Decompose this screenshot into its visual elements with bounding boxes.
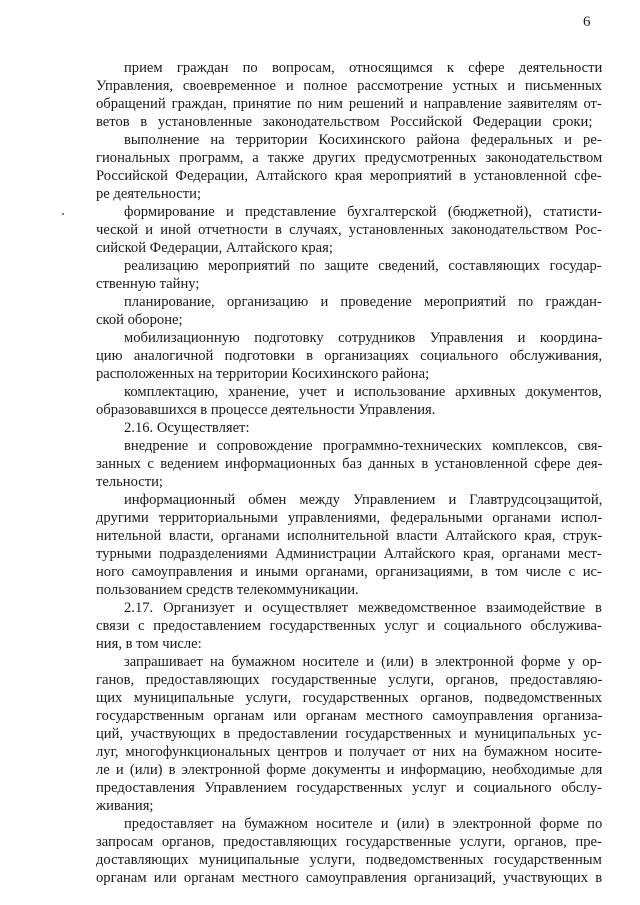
text-line: предоставления Управлением государственных услуг и социального обслу-	[96, 780, 602, 796]
text-line: цию аналогичной подготовки в организациях социального обслуживания,	[96, 348, 603, 364]
text-line: Управления, своевременное и полное рассмотрение устных и письменных	[96, 78, 603, 94]
text-line: расположенных на территории Косихинского района;	[96, 366, 430, 382]
text-line: сийской Федерации, Алтайского края;	[96, 240, 333, 256]
text-line: государственным органам или органам местного самоуправления организа-	[96, 708, 603, 724]
text-line: ния, в том числе:	[96, 636, 202, 652]
text-line: пользованием средств телекоммуникации.	[96, 582, 359, 598]
scan-speck	[62, 213, 64, 215]
text-line: планирование, организацию и проведение мероприятий по граждан-	[124, 294, 602, 310]
text-line: гиональных программ, а также других предусмотренных законодательством	[96, 150, 603, 166]
text-line: запросам органов, предоставляющих государственные услуги, органов, пре-	[96, 834, 602, 850]
text-line: ного самоуправления и иными органами, организациями, в том числе с ис-	[96, 564, 602, 580]
text-line: связи с предоставлением государственных услуг и социального обслужива-	[96, 618, 602, 634]
page-number: 6	[583, 14, 591, 30]
text-line: ветов в установленные законодательством Российской Федерации сроки;	[96, 114, 593, 130]
text-line: другими территориальными управлениями, федеральными органами испол-	[96, 510, 603, 526]
text-line: обращений граждан, принятие по ним решений и направление заявителям от-	[96, 96, 602, 112]
text-line: Российской Федерации, Алтайского края мероприятий в установленной сфе-	[96, 168, 602, 184]
text-line: доставляющих муниципальные услуги, подведомственных государственным	[96, 852, 602, 868]
text-line: тельности;	[96, 474, 163, 490]
text-line: ганов, предоставляющих государственные услуги, органов, предоставляю-	[96, 672, 603, 688]
text-line: живания;	[96, 798, 154, 814]
text-line: реализацию мероприятий по защите сведений, составляющих государ-	[124, 258, 602, 274]
text-line: предоставляет на бумажном носителе и (или) в электронной форме по	[124, 816, 603, 832]
text-line: органам или органам местного самоуправления организаций, участвующих в	[96, 870, 603, 886]
text-line: ций, участвующих в предоставлении государственных и муниципальных ус-	[96, 726, 602, 742]
text-line: ческой и иной отчетности в случаях, установленных законодательством Рос-	[96, 222, 602, 238]
text-line: ственную тайну;	[96, 276, 200, 292]
text-line: прием граждан по вопросам, относящимся к сфере деятельности	[124, 60, 603, 76]
text-line: луг, многофункциональных центров и получает от них на бумажном носите-	[96, 744, 603, 760]
text-line: информационный обмен между Управлением и Главтрудсоцзащитой,	[124, 492, 603, 508]
text-line: турными подразделениями Администрации Алтайского края, органами мест-	[96, 546, 602, 562]
text-line: выполнение на территории Косихинского района федеральных и ре-	[124, 132, 602, 148]
text-line: формирование и представление бухгалтерской (бюджетной), статисти-	[124, 204, 602, 220]
text-line: комплектацию, хранение, учет и использование архивных документов,	[124, 384, 602, 400]
text-line: щих муниципальные услуги, государственных органов, подведомственных	[96, 690, 603, 706]
text-line: нительной власти, органами исполнительной власти Алтайского края, струк-	[96, 528, 603, 544]
text-line: образовавшихся в процессе деятельности Управления.	[96, 402, 436, 418]
text-line: ской обороне;	[96, 312, 183, 328]
text-line: занных с ведением информационных баз данных в установленной сфере дея-	[96, 456, 603, 472]
text-line: 2.16. Осуществляет:	[124, 420, 250, 436]
text-line: внедрение и сопровождение программно-технических комплексов, свя-	[124, 438, 603, 454]
text-line: 2.17. Организует и осуществляет межведомственное взаимодействие в	[124, 600, 602, 616]
text-line: запрашивает на бумажном носителе и (или) в электронной форме у ор-	[124, 654, 602, 670]
text-line: ле и (или) в электронной форме документы и информацию, необходимые для	[96, 762, 603, 778]
text-line: ре деятельности;	[96, 186, 202, 202]
text-line: мобилизационную подготовку сотрудников Управления и координа-	[124, 330, 603, 346]
